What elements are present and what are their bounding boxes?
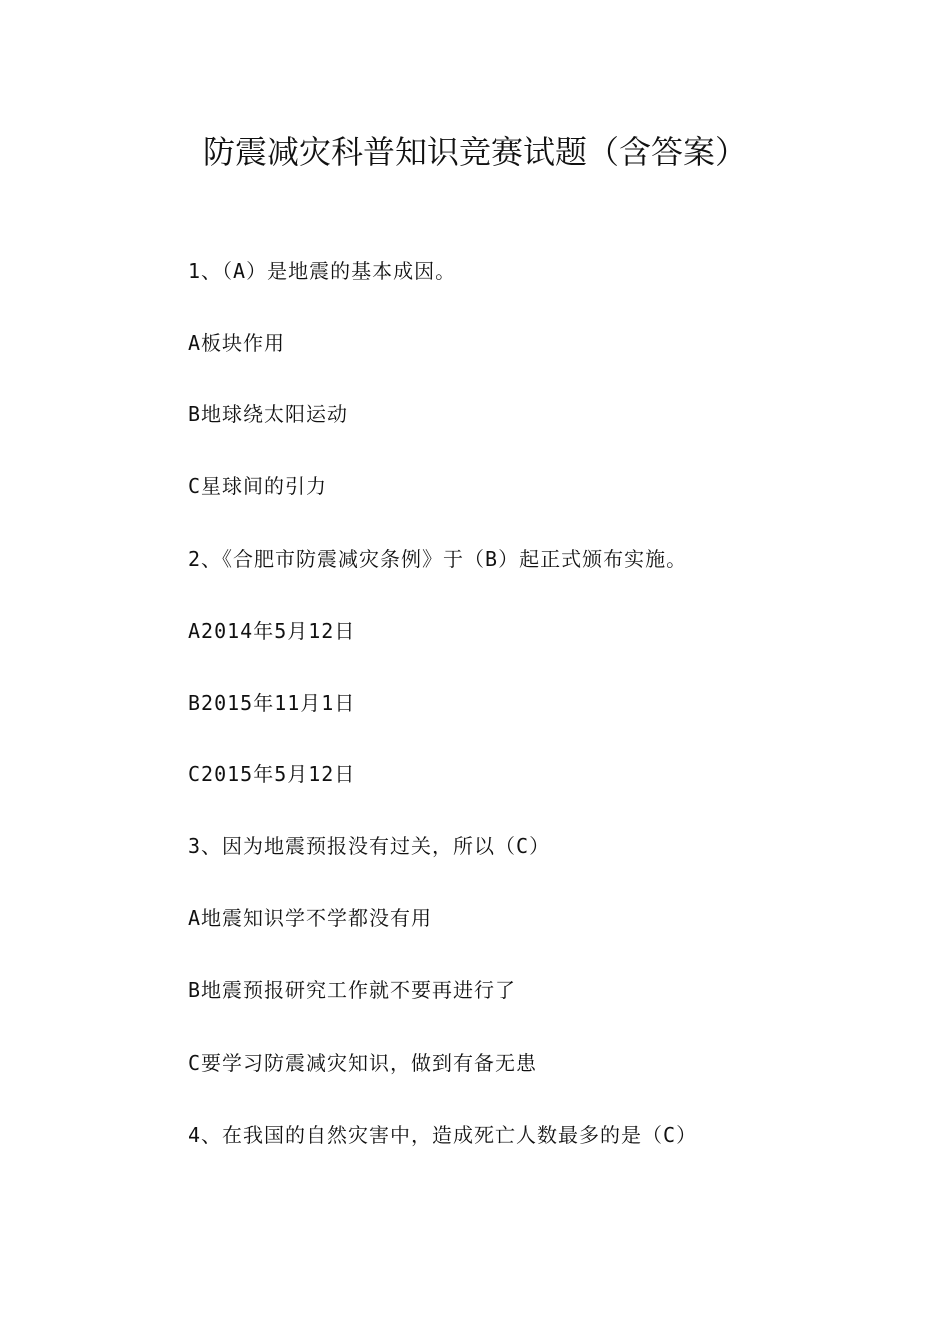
option-1c: C星球间的引力 [188,474,328,498]
option-2b: B2015年11月1日 [188,691,356,715]
option-2a: A2014年5月12日 [188,619,356,643]
option-1a: A板块作用 [188,331,286,355]
document-title: 防震减灾科普知识竞赛试题（含答案） [202,133,747,171]
option-3a: A地震知识学不学都没有用 [188,906,433,930]
question-4: 4、在我国的自然灾害中，造成死亡人数最多的是（C） [188,1123,698,1147]
option-3b: B地震预报研究工作就不要再进行了 [188,978,517,1002]
question-1: 1、（A）是地震的基本成因。 [188,259,457,283]
option-2c: C2015年5月12日 [188,762,356,786]
question-2: 2、《合肥市防震减灾条例》于（B）起正式颁布实施。 [188,547,688,571]
option-3c: C要学习防震减灾知识，做到有备无患 [188,1051,538,1075]
question-3: 3、因为地震预报没有过关，所以（C） [188,834,551,858]
option-1b: B地球绕太阳运动 [188,402,349,426]
